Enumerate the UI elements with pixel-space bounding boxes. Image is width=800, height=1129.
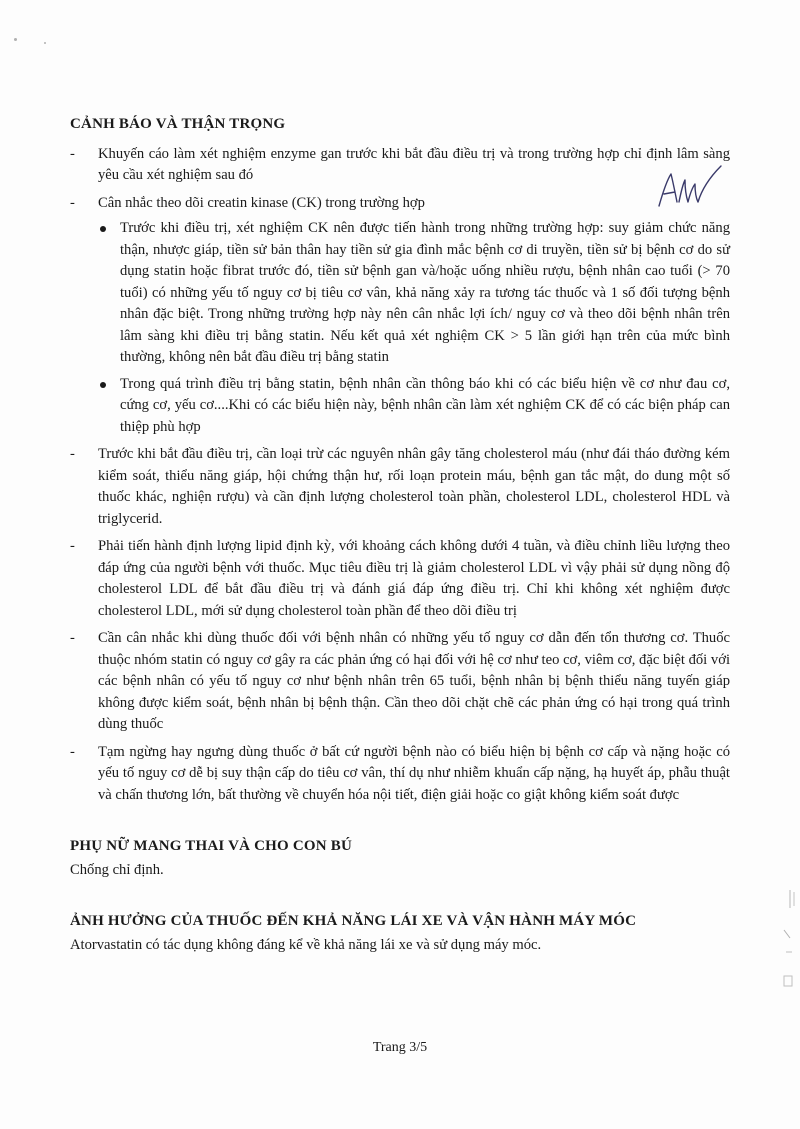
scan-speck xyxy=(44,42,46,44)
bullet-text: Trước khi điều trị, xét nghiệm CK nên được tiến hành trong những trường hợp: suy giảm chức năng thận, nhược giáp, tiền sử bản thân hay tiền sử gia đình mắc bệnh cơ di truyền, tiền sử bị bệnh cơ do sử dụng statin hoặc fibrat trước đó, tiền sử bệnh gan và/hoặc uống nhiều rượu, bệnh nhân cao tuổi (> 70 tuổi) có những yếu tố nguy cơ bị tiêu cơ vân, khả năng xảy ra tương tác thuốc và 1 số đối tượng bệnh nhân đặc biệt. Trong những trường hợp này nên cân nhắc lợi ích/ nguy cơ và theo dõi bệnh nhân trên lâm sàng khi điều trị bằng statin. Nếu kết quả xét nghiệm CK > 5 lần giới hạn trên của mức bình thường, không nên bắt đầu điều trị bằng statin xyxy=(120,220,730,365)
warning-item-muscle-risk xyxy=(70,628,730,736)
bullet-text: Trong quá trình điều trị bằng statin, bệnh nhân cần thông báo khi có các biểu hiện về cơ như đau cơ, cứng cơ, yếu cơ....Khi có các biểu hiện này, bệnh nhân cần làm xét nghiệm CK để có các biện pháp can thiệp phù hợp xyxy=(120,375,730,435)
driving-heading: ẢNH HƯỞNG CỦA THUỐC ĐẾN KHẢ NĂNG LÁI XE VÀ VẬN HÀNH MÁY MÓC xyxy=(70,913,637,929)
ck-bullet-during-treatment xyxy=(98,374,730,439)
pregnancy-text: Chống chỉ định. xyxy=(70,861,164,878)
scan-speck xyxy=(14,38,17,41)
warnings-list xyxy=(70,144,730,807)
ck-bullet-list xyxy=(98,218,730,438)
warning-item-text: Cần cân nhắc khi dùng thuốc đối với bệnh nhân có những yếu tố nguy cơ dẫn đến tổn thương cơ. Thuốc thuộc nhóm statin có nguy cơ gây ra các phản ứng có hại đối với hệ cơ như teo cơ, viêm cơ, đặc biệt đối với các bệnh nhân có yếu tố nguy cơ như bệnh nhân trên 65 tuổi, bệnh nhân bị bệnh thiểu năng tuyến giáp không được kiểm soát, bệnh nhân bị bệnh thận. Cần theo dõi chặt chẽ các phản ứng có hại trong quá trình dùng thuốc xyxy=(98,630,730,732)
warning-item-text: - Cân nhắc theo dõi creatin kinase (CK) trong trường hợp xyxy=(98,194,425,211)
warning-item-lipid-monitoring xyxy=(70,536,730,622)
warning-item-text: Trước khi bắt đầu điều trị, cần loại trừ các nguyên nhân gây tăng cholesterol máu (như đái tháo đường kém kiểm soát, thiểu năng giáp, hội chứng thận hư, rối loạn protein máu, bệnh gan tắc mật, do dung một số thuốc khác, nghiện rượu) và cần định lượng cholesterol toàn phần, cholesterol LDL, cholesterol HDL và triglycerid. xyxy=(98,446,730,527)
ck-bullet-before-treatment xyxy=(98,218,730,369)
warning-item-text: Phải tiến hành định lượng lipid định kỳ, với khoảng cách không dưới 4 tuần, và điều chỉnh liều lượng theo đáp ứng của người bệnh với thuốc. Mục tiêu điều trị là giảm cholesterol LDL vì vậy phải sử dụng nồng độ cholesterol LDL để bắt đầu điều trị và đánh giá đáp ứng điều trị. Chỉ khi không xét nghiệm được cholesterol LDL, mới sử dụng cholesterol toàn phần để theo dõi điều trị xyxy=(98,538,730,619)
warning-item-exclude-causes xyxy=(70,444,730,530)
warning-item-text: Khuyến cáo làm xét nghiệm enzyme gan trước khi bắt đầu điều trị và trong trường hợp chỉ định lâm sàng yêu cầu xét nghiệm sau đó xyxy=(98,145,730,183)
warning-item-text: Tạm ngừng hay ngưng dùng thuốc ở bất cứ người bệnh nào có biểu hiện bị bệnh cơ cấp và nặng hoặc có yếu tố nguy cơ dễ bị suy thận cấp do tiêu cơ vân, thí dụ như nhiễm khuẩn cấp nặng, hạ huyết áp, phẫu thuật và chấn thương lớn, bất thường về chuyển hóa nội tiết, điện giải hoặc co giật không kiểm soát được xyxy=(98,743,730,803)
pregnancy-heading: PHỤ NỮ MANG THAI VÀ CHO CON BÚ xyxy=(70,838,352,854)
page-number: Trang 3/5 xyxy=(372,1040,428,1055)
warnings-heading: CẢNH BÁO VÀ THẬN TRỌNG xyxy=(70,116,286,132)
driving-text: Atorvastatin có tác dụng không đáng kể về khả năng lái xe và sử dụng máy móc. xyxy=(70,936,542,953)
warning-item-stop-treatment xyxy=(70,742,730,807)
warning-item-enzyme-test xyxy=(70,144,730,187)
warning-item-ck-monitoring xyxy=(70,193,730,439)
document-content xyxy=(70,110,730,956)
scan-edge-marks xyxy=(778,880,798,1000)
